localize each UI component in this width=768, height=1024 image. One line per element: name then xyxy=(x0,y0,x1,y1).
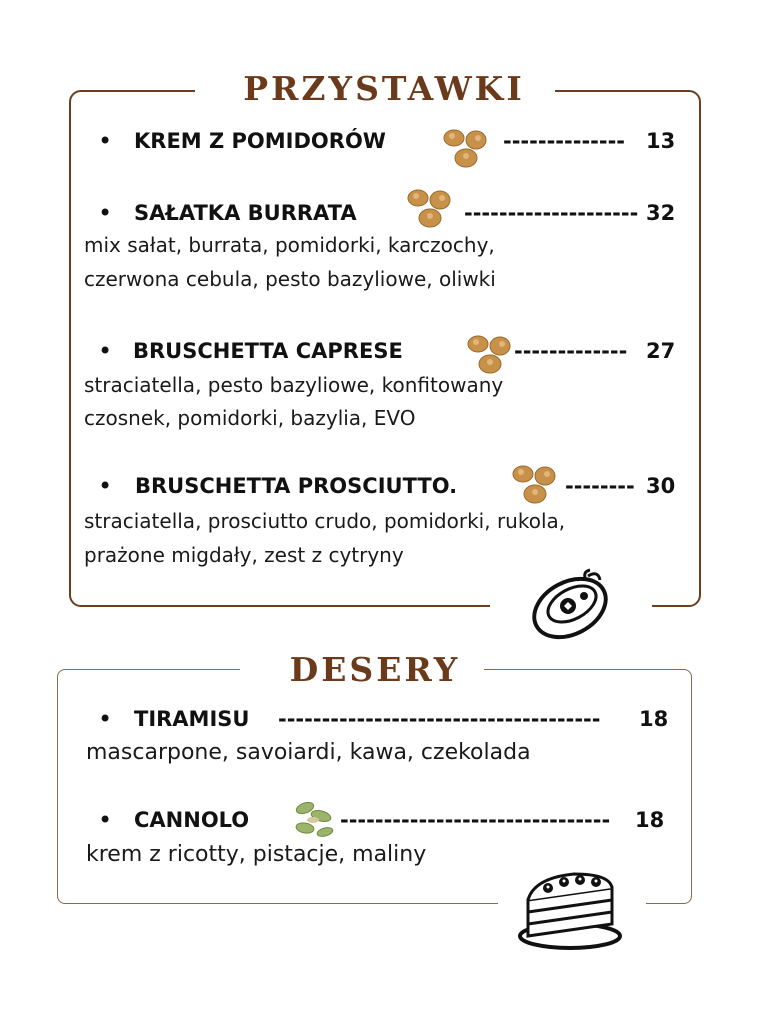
bullet: • xyxy=(98,472,113,500)
price-leader: -------- xyxy=(565,474,635,498)
walnut-icon xyxy=(404,184,456,232)
price: 18 xyxy=(635,808,665,832)
price: 27 xyxy=(646,339,676,363)
dish-description: prażone migdały, zest z cytryny xyxy=(84,543,404,567)
dish-name: CANNOLO xyxy=(134,808,250,832)
dish-description: czosnek, pomidorki, bazylia, EVO xyxy=(84,406,416,430)
bruschetta-plate-icon xyxy=(526,562,616,642)
price: 30 xyxy=(646,474,676,498)
bullet: • xyxy=(98,199,113,227)
dish-name: TIRAMISU xyxy=(134,707,250,731)
dish-description: mascarpone, savoiardi, kawa, czekolada xyxy=(86,740,531,765)
price-leader: ------------- xyxy=(514,339,628,363)
dish-name: KREM Z POMIDORÓW xyxy=(134,129,386,153)
price: 32 xyxy=(646,201,676,225)
price-leader: -------------------- xyxy=(464,201,639,225)
dish-name: BRUSCHETTA PROSCIUTTO. xyxy=(135,474,458,498)
bullet: • xyxy=(98,127,113,155)
price: 18 xyxy=(639,707,669,731)
bullet: • xyxy=(98,337,113,365)
section-title-desserts: DESERY xyxy=(289,650,461,689)
walnut-icon xyxy=(440,124,492,172)
dish-name: SAŁATKA BURRATA xyxy=(134,201,357,225)
price-leader: -------------- xyxy=(503,129,626,153)
bullet: • xyxy=(98,705,113,733)
dish-description: straciatella, pesto bazyliowe, konfitowany xyxy=(84,373,504,397)
price: 13 xyxy=(646,129,676,153)
price-leader: ------------------------------- xyxy=(340,808,611,832)
dish-description: straciatella, prosciutto crudo, pomidorki, rukola, xyxy=(84,509,566,533)
dish-description: mix sałat, burrata, pomidorki, karczochy, xyxy=(84,233,495,257)
section-title-appetizers: PRZYSTAWKI xyxy=(243,69,525,108)
bullet: • xyxy=(98,806,113,834)
dish-description: krem z ricotty, pistacje, maliny xyxy=(86,842,427,867)
dish-description: czerwona cebula, pesto bazyliowe, oliwki xyxy=(84,267,496,291)
price-leader: ------------------------------------- xyxy=(278,707,601,731)
dish-name: BRUSCHETTA CAPRESE xyxy=(133,339,403,363)
walnut-icon xyxy=(509,460,561,508)
pistachio-icon xyxy=(291,798,337,840)
cake-slice-icon xyxy=(514,866,626,954)
